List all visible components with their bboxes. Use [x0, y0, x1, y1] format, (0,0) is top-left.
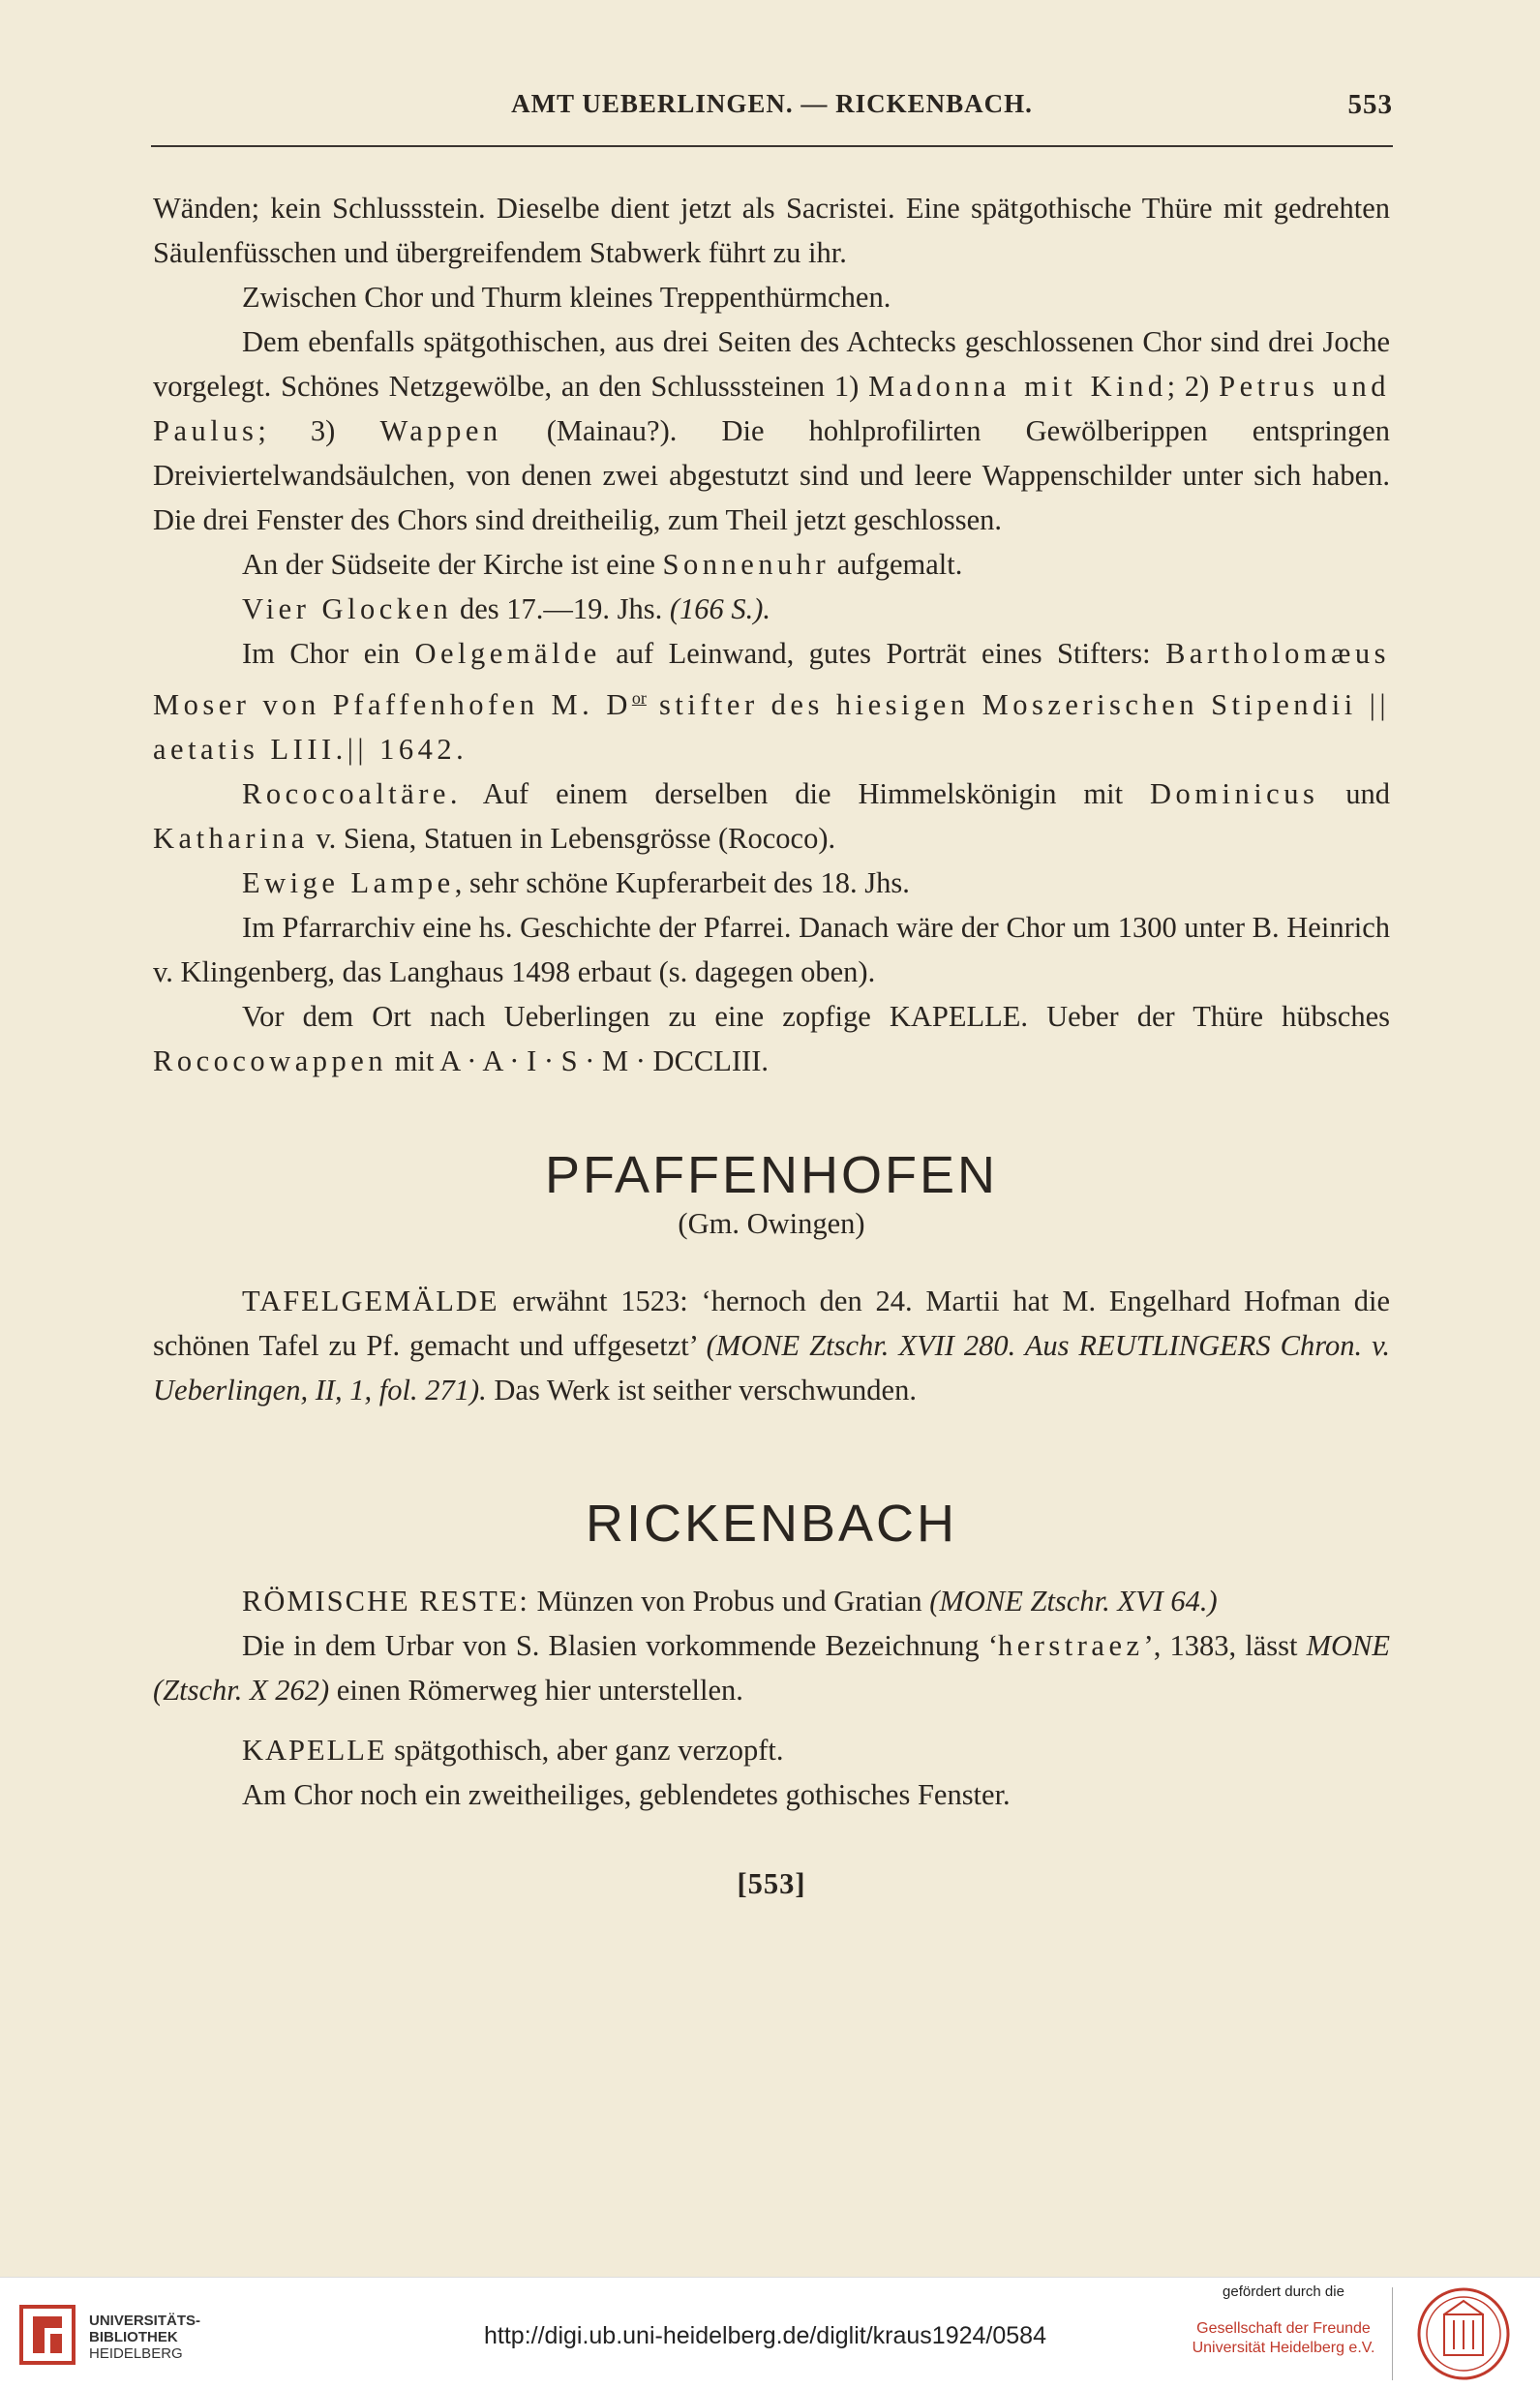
spaced-term: Madonna mit Kind: [868, 370, 1167, 403]
sponsor-block: [1187, 2283, 1380, 2358]
inscription: stifter des hiesigen Moszerischen Stipendii || aetatis LIII.|| 1642.: [153, 688, 1390, 767]
text-run: Die in dem Urbar von S. Blasien vorkommende Bezeichnung ‘: [242, 1629, 998, 1663]
paragraph: [153, 319, 1390, 542]
library-name-line: BIBLIOTHEK: [89, 2329, 178, 2345]
paragraph: [153, 1623, 1390, 1712]
text-run: ; 2): [1166, 370, 1220, 403]
paragraph: [153, 1579, 1390, 1623]
sponsor-name-line: Universität Heidelberg e.V.: [1192, 2340, 1375, 2356]
spaced-term: Oelgemälde: [414, 637, 601, 670]
sponsor-name: [1187, 2319, 1380, 2358]
spaced-term: Rococowappen: [153, 1044, 388, 1078]
text-run: und: [1318, 777, 1391, 811]
spaced-term: Wappen: [379, 414, 502, 447]
running-title: AMT UEBERLINGEN. — RICKENBACH.: [511, 89, 1033, 118]
paragraph: [153, 631, 1390, 771]
paragraph: [153, 275, 1390, 319]
paragraph: [153, 994, 1390, 1083]
superscript: or: [631, 688, 647, 708]
text-run: Münzen von Probus und Gratian: [528, 1585, 930, 1618]
spaced-term: Katharina: [153, 822, 309, 856]
citation: (MONE Ztschr. XVII 280. Aus REUTLINGERS Chron. v. Ueberlingen, II, 1, fol. 271).: [153, 1329, 1390, 1407]
spaced-term: Sonnenuhr: [662, 548, 830, 581]
sponsor-name-line: Gesellschaft der Freunde: [1196, 2320, 1371, 2337]
paragraph: [153, 542, 1390, 587]
spaced-term: Ewige Lampe: [242, 866, 455, 900]
folio-number: [553]: [737, 1867, 806, 1901]
text-run: Zwischen Chor und Thurm kleines Treppenthürmchen.: [242, 281, 891, 314]
text-run: (Mainau?). Die hohlprofilirten Gewölberippen entspringen Dreiviertelwandsäulchen, von denen zwei abgestutzt sind und leere Wappenschilder unter sich haben. Die drei Fenster des Chors sind dreitheilig, zum Theil jetzt geschlossen.: [153, 414, 1390, 536]
library-name-line: UNIVERSITÄTS-: [89, 2313, 201, 2329]
paragraph: [153, 861, 1390, 905]
source-url-link[interactable]: http://digi.ub.uni-heidelberg.de/diglit/kraus1924/0584: [484, 2322, 1046, 2349]
section-title: RICKENBACH: [585, 1495, 958, 1554]
university-seal-icon: [1415, 2285, 1512, 2382]
paragraph: [153, 1728, 1390, 1772]
spaced-term: Dominicus: [1149, 777, 1319, 811]
sponsor-label: gefördert durch die: [1223, 2283, 1344, 2300]
lead-term: TAFELGEMÄLDE: [242, 1285, 499, 1318]
running-header: [151, 89, 1393, 128]
citation: MONE (Ztschr. X 262): [153, 1629, 1390, 1708]
paragraph: [153, 1772, 1390, 1817]
paragraph: [153, 186, 1390, 275]
lead-term: KAPELLE: [242, 1734, 387, 1768]
body-text: [153, 186, 1390, 1906]
text-run: erwähnt 1523: ‘hernoch den 24. Martii hat M. Engelhard Hofman die schönen Tafel zu Pf. gemacht und uffgesetzt’: [153, 1285, 1390, 1363]
text-run: Im Chor ein: [242, 637, 415, 670]
text-run: Das Werk ist seither verschwunden.: [486, 1374, 917, 1407]
page-number: 553: [1347, 89, 1393, 120]
library-name-line: HEIDELBERG: [89, 2345, 183, 2362]
text-run: ; 3): [257, 414, 380, 447]
paragraph: [153, 771, 1390, 861]
text-run: einen Römerweg hier unterstellen.: [329, 1674, 743, 1708]
spaced-term: Rococoaltäre: [242, 777, 450, 811]
text-run: des 17.—19. Jhs.: [452, 592, 670, 625]
footer-divider: [1392, 2287, 1393, 2380]
lead-term: RÖMISCHE RESTE:: [242, 1585, 529, 1618]
paragraph: [153, 905, 1390, 994]
text-run: Dem ebenfalls spätgothischen, aus drei Seiten des Achtecks geschlossenen Chor sind drei Joche vorgelegt. Schönes Netzgewölbe, an den Schlusssteinen 1): [153, 325, 1390, 403]
paragraph: [153, 587, 1390, 631]
text-run: mit A · A · I · S · M · DCCLIII.: [387, 1044, 769, 1078]
text-run: Wänden; kein Schlussstein. Dieselbe dient jetzt als Sacristei. Eine spätgothische Thüre mit gedrehten Säulenfüsschen und übergreifendem Stabwerk führt zu ihr.: [153, 192, 1390, 269]
text-run: ’, 1383, lässt: [1143, 1629, 1307, 1663]
paragraph: [153, 1279, 1390, 1412]
text-run: aufgemalt.: [830, 548, 963, 581]
text-run: v. Siena, Statuen in Lebensgrösse (Rococo).: [308, 822, 836, 856]
footer-bar: [0, 2277, 1540, 2389]
citation: (166 S.).: [669, 592, 771, 625]
text-run: An der Südseite der Kirche ist eine: [242, 548, 663, 581]
spaced-term: Petrus und Paulus: [153, 370, 1390, 447]
text-run: spätgothisch, aber ganz verzopft.: [386, 1734, 784, 1768]
citation: (MONE Ztschr. XVI 64.): [929, 1585, 1218, 1618]
section-subtitle: (Gm. Owingen): [678, 1207, 865, 1241]
header-rule: [151, 145, 1393, 147]
inscription: Bartholomæus Moser von Pfaffenhofen M. D: [153, 637, 1390, 722]
section-title: PFAFFENHOFEN: [544, 1146, 999, 1205]
text-run: , sehr schöne Kupferarbeit des 18. Jhs.: [454, 866, 910, 900]
text-run: Im Pfarrarchiv eine hs. Geschichte der Pfarrei. Danach wäre der Chor um 1300 unter B. Heinrich v. Klingenberg, das Langhaus 1498 erbaut (s. dagegen oben).: [153, 911, 1390, 989]
text-run: auf Leinwand, gutes Porträt eines Stifters:: [600, 637, 1166, 670]
text-run: Vor dem Ort nach Ueberlingen zu eine zopfige KAPELLE. Ueber der Thüre hübsches: [242, 1000, 1390, 1034]
text-run: . Auf einem derselben die Himmelskönigin mit: [449, 777, 1150, 811]
spaced-term: Vier Glocken: [242, 592, 453, 625]
spaced-term: herstraez: [997, 1629, 1144, 1663]
text-run: Am Chor noch ein zweitheiliges, geblendetes gothisches Fenster.: [242, 1778, 1011, 1812]
